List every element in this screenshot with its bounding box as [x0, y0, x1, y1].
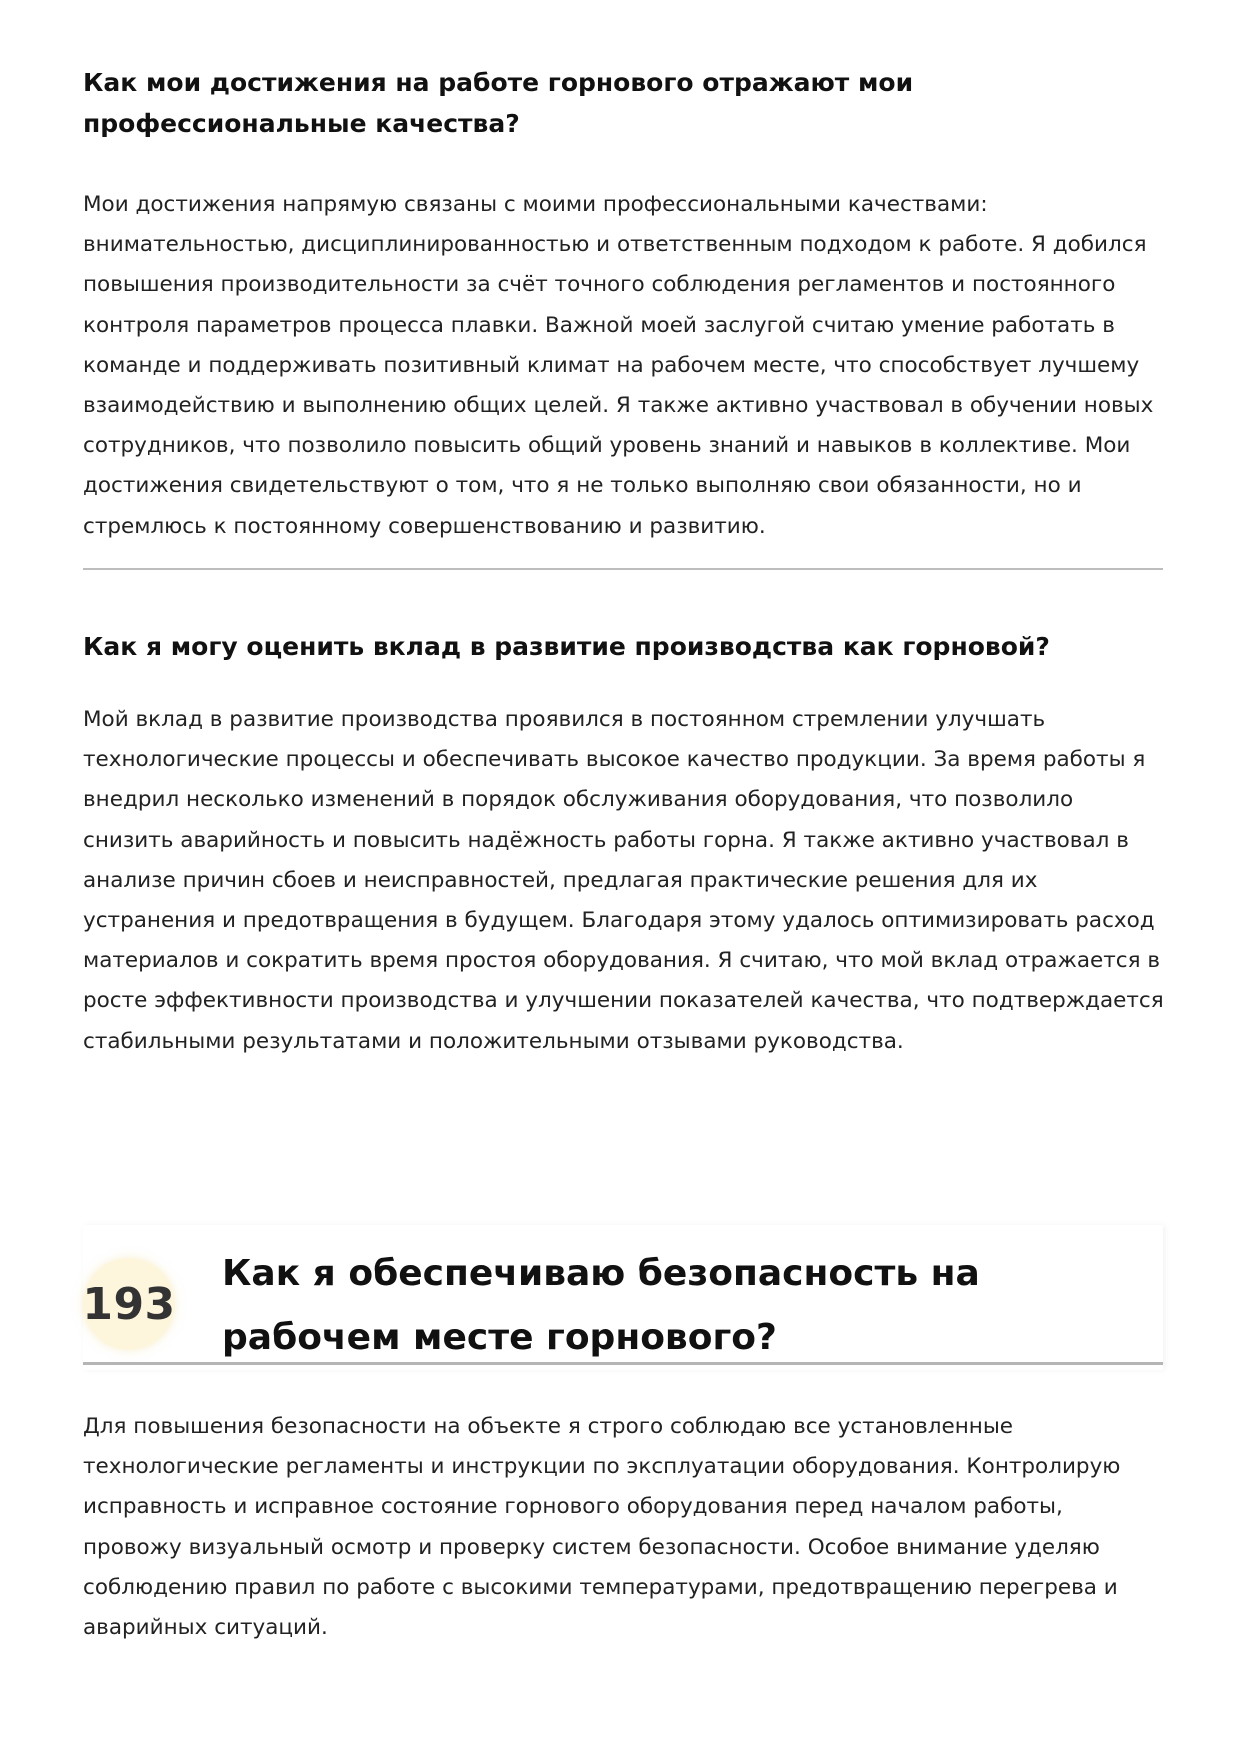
question-title-contribution: Как я могу оценить вклад в развитие производства как горновой?: [83, 632, 1050, 661]
numbered-question-header: [83, 1225, 1163, 1370]
section-divider: [83, 568, 1163, 570]
header-underline: [83, 1362, 1163, 1365]
question-title-safety: Как я обеспечиваю безопасность на рабочем месте горнового?: [222, 1253, 980, 1358]
answer-achievements: Мои достижения напрямую связаны с моими профессиональными качествами: внимательностью, дисциплинированностью и ответственным подходом к работе. Я добился повышения производительности за счёт точного соблюдения регламентов и постоянного контроля параметров процесса плавки. Важной моей заслугой считаю умение работать в команде и поддерживать позитивный климат на рабочем месте, что способствует лучшему взаимодействию и выполнению общих целей. Я также активно участвовал в обучении новых сотрудников, что позволило повысить общий уровень знаний и навыков в коллективе. Мои достижения свидетельствуют о том, что я не только выполняю свои обязанности, но и стремлюсь к постоянному совершенствованию и развитию.: [83, 192, 1154, 539]
answer-safety: Для повышения безопасности на объекте я строго соблюдаю все установленные технологические регламенты и инструкции по эксплуатации оборудования. Контролирую исправность и исправное состояние горнового оборудования перед началом работы, провожу визуальный осмотр и проверку систем безопасности. Особое внимание уделяю соблюдению правил по работе с высокими температурами, предотвращению перегрева и аварийных ситуаций.: [83, 1414, 1121, 1641]
question-title-achievements: Как мои достижения на работе горнового отражают мои профессиональные качества?: [83, 68, 914, 138]
answer-contribution: Мой вклад в развитие производства проявился в постоянном стремлении улучшать технологические процессы и обеспечивать высокое качество продукции. За время работы я внедрил несколько изменений в порядок обслуживания оборудования, что позволило снизить аварийность и повысить надёжность работы горна. Я также активно участвовал в анализе причин сбоев и неисправностей, предлагая практические решения для их устранения и предотвращения в будущем. Благодаря этому удалось оптимизировать расход материалов и сократить время простоя оборудования. Я считаю, что мой вклад отражается в росте эффективности производства и улучшении показателей качества, что подтверждается стабильными результатами и положительными отзывами руководства.: [83, 707, 1164, 1054]
question-number-badge: 193: [83, 1258, 175, 1350]
